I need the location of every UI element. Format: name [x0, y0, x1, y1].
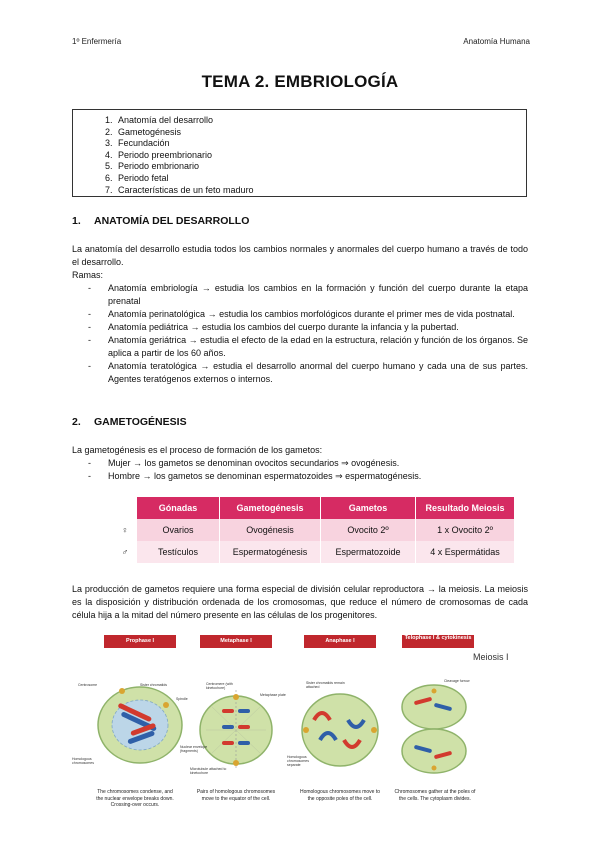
bullet-list: [88, 457, 528, 483]
table-cell: Testículos: [137, 541, 220, 563]
section-number: 1.: [72, 215, 81, 227]
gametogenesis-table: [114, 497, 515, 563]
column-header: Gametogénesis: [220, 497, 321, 519]
table-corner-cell: [114, 497, 137, 519]
toc-item: 1. Anatomía del desarrollo: [115, 115, 526, 127]
diagram-label: Centrosome: [78, 683, 98, 687]
diagram-label: Sister chromatids remain attached: [306, 681, 345, 689]
toc-item: 2. Gametogénesis: [115, 127, 526, 139]
paragraph: La anatomía del desarrollo estudia todos los cambios normales y anormales del cuerpo humano a través de todo el desarrollo.: [72, 244, 528, 267]
phase-label: Anaphase I: [304, 635, 376, 648]
page-title: TEMA 2. EMBRIOLOGÍA: [201, 72, 399, 91]
female-symbol-icon: ♀: [114, 519, 137, 541]
figure-caption: Chromosomes gather at the poles of the cells. The cytoplasm divides.: [394, 789, 476, 802]
list-item: - Anatomía pediátrica → estudia los cambios del cuerpo durante la infancia y la pubertad.: [88, 321, 528, 334]
phase-label: Prophase I: [104, 635, 176, 648]
list-item: - Anatomía geriátrica → estudia el efecto de la edad en la estructura, relación y función de los órganos. Se aplica a partir de los 60 años.: [88, 334, 528, 360]
list-item: - Mujer → los gametos se denominan ovocitos secundarios ⇒ ovogénesis.: [88, 457, 528, 470]
phase-label: Metaphase I: [200, 635, 272, 648]
diagram-label: Centromere (with kinetochore): [206, 682, 233, 690]
column-header: Gametos: [321, 497, 416, 519]
toc-item: 7. Características de un feto maduro: [115, 185, 526, 197]
list-item: - Anatomía embriología → estudia los cambios en la formación y función del cuerpo durante la etapa prenatal: [88, 282, 528, 308]
table-row: [114, 541, 515, 563]
diagram-label: Homologous chromosomes: [72, 757, 94, 765]
diagram-label: Metaphase plate: [260, 693, 286, 697]
table-cell: 4 x Espermátidas: [416, 541, 515, 563]
toc-item: 6. Periodo fetal: [115, 173, 526, 185]
prophase-cell: [98, 687, 182, 763]
section-number: 2.: [72, 416, 81, 428]
diagram-label: Nuclear envelope (fragments): [180, 745, 208, 753]
table-cell: Ovarios: [137, 519, 220, 541]
table-header-row: [114, 497, 515, 519]
paragraph: Ramas:: [72, 270, 104, 280]
header-subject: Anatomía Humana: [463, 37, 530, 46]
toc-item: 4. Periodo preembrionario: [115, 150, 526, 162]
phase-label: Telophase I & cytokinesis: [402, 635, 474, 648]
diagram-label: Spindle: [176, 697, 188, 701]
diagram-label: Microtubule attached to kinetochore: [190, 767, 227, 775]
bullet-list: [88, 282, 528, 386]
toc-item: 5. Periodo embrionario: [115, 161, 526, 173]
section-title: ANATOMÍA DEL DESARROLLO: [94, 215, 250, 227]
list-item: - Hombre → los gametos se denominan espermatozoides ⇒ espermatogénesis.: [88, 470, 528, 483]
table-of-contents: [72, 109, 527, 197]
section-title: GAMETOGÉNESIS: [94, 416, 187, 428]
table-cell: Ovogénesis: [220, 519, 321, 541]
paragraph: La producción de gametos requiere una forma especial de división celular reproductora → la meiosis. La meiosis es la disposición y distribución ordenada de los cromosomas, que reduce el número de cromosomas de cada célula hija a la mitad del número presente en las células de los progenitores.: [72, 584, 528, 620]
diagram-label: Sister chromatids: [140, 683, 168, 687]
column-header: Gónadas: [137, 497, 220, 519]
meiosis-figure: [72, 635, 528, 825]
figure-caption: The chromosomes condense, and the nuclear envelope breaks down. Crossing-over occurs.: [96, 789, 174, 808]
header-course: 1º Enfermería: [72, 37, 122, 46]
metaphase-cell: [200, 690, 272, 770]
table-cell: Espermatogénesis: [220, 541, 321, 563]
section-heading: [72, 416, 187, 428]
diagram-label: Cleavage furrow: [444, 679, 470, 683]
telophase-cell: [402, 685, 466, 773]
figure-caption: Pairs of homologous chromosomes move to the equator of the cell.: [196, 789, 276, 802]
toc-item: 3. Fecundación: [115, 138, 526, 150]
table-cell: 1 x Ovocito 2º: [416, 519, 515, 541]
table-cell: Ovocito 2º: [321, 519, 416, 541]
paragraph: La gametogénesis es el proceso de formación de los gametos:: [72, 445, 323, 455]
list-item: - Anatomía perinatológica → estudia los cambios morfológicos durante el primer mes de vida postnatal.: [88, 308, 528, 321]
section-heading: [72, 215, 249, 227]
table-cell: Espermatozoide: [321, 541, 416, 563]
male-symbol-icon: ♂: [114, 541, 137, 563]
figure-label: Meiosis I: [473, 652, 509, 662]
figure-caption: Homologous chromosomes move to the opposite poles of the cell.: [299, 789, 381, 802]
diagram-label: Homologous chromosomes separate: [287, 755, 309, 767]
column-header: Resultado Meiosis: [416, 497, 515, 519]
list-item: - Anatomía teratológica → estudia el desarrollo anormal del cuerpo humano y cada una de sus partes. Agentes teratógenos externos o internos.: [88, 360, 528, 386]
table-row: [114, 519, 515, 541]
